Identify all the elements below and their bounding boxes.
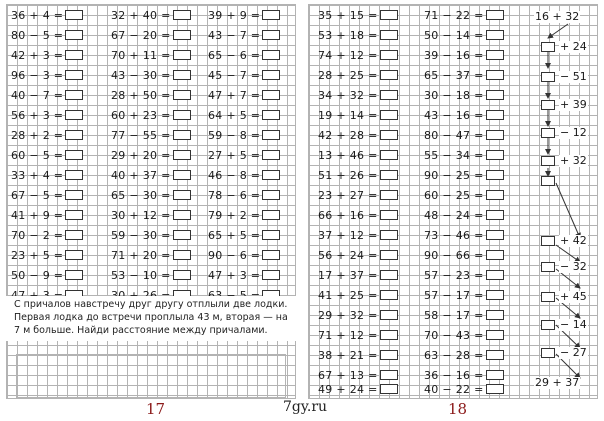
example-expression: 43 − 7 = bbox=[208, 29, 261, 42]
example-expression: 78 − 6 = bbox=[208, 189, 261, 202]
chain-answer-box[interactable] bbox=[541, 128, 555, 138]
example-expression: 47 + 3 = bbox=[208, 269, 261, 282]
example-expression: 39 + 9 = bbox=[208, 9, 261, 22]
example-expression: 40 − 22 = bbox=[424, 383, 484, 396]
example-expression: 65 − 37 = bbox=[424, 69, 484, 82]
example-expression: 65 − 6 = bbox=[208, 49, 261, 62]
example-expression: 90 − 66 = bbox=[424, 249, 484, 262]
example-expression: 28 + 2 = bbox=[11, 129, 64, 142]
example-expression: 70 − 43 = bbox=[424, 329, 484, 342]
chain-operation: + 42 bbox=[560, 234, 587, 247]
example-expression: 48 − 24 = bbox=[424, 209, 484, 222]
example-expression: 60 − 25 = bbox=[424, 189, 484, 202]
example-expression: 71 − 22 = bbox=[424, 9, 484, 22]
example-expression: 96 − 3 = bbox=[11, 69, 64, 82]
example-expression: 50 − 9 = bbox=[11, 269, 64, 282]
chain-operation: + 32 bbox=[560, 154, 587, 167]
example-expression: 65 − 30 = bbox=[111, 189, 171, 202]
example-expression: 47 + 7 = bbox=[208, 89, 261, 102]
example-expression: 71 + 20 = bbox=[111, 249, 171, 262]
chain-answer-box[interactable] bbox=[541, 320, 555, 330]
example-expression: 60 + 23 = bbox=[111, 109, 171, 122]
example-expression: 70 − 2 = bbox=[11, 229, 64, 242]
chain-operation: − 27 bbox=[560, 346, 587, 359]
example-expression: 56 + 24 = bbox=[318, 249, 378, 262]
chain-answer-box[interactable] bbox=[541, 72, 555, 82]
word-problem-text: С причалов навстречу друг другу отплыли две лодки. Первая лодка до встречи проплыла 43 м, вторая — на 7 м больше. Найди расстояние между причалами. bbox=[6, 296, 296, 341]
example-expression: 43 − 16 = bbox=[424, 109, 484, 122]
chain-operation: − 12 bbox=[560, 126, 587, 139]
example-expression: 30 − 18 = bbox=[424, 89, 484, 102]
example-expression: 71 + 12 = bbox=[318, 329, 378, 342]
chain-operation: + 24 bbox=[560, 40, 587, 53]
example-expression: 37 + 12 = bbox=[318, 229, 378, 242]
example-expression: 49 + 24 = bbox=[318, 383, 378, 396]
example-expression: 36 − 16 = bbox=[424, 369, 484, 382]
chain-answer-box[interactable] bbox=[541, 262, 555, 272]
chain-operation: + 39 bbox=[560, 98, 587, 111]
example-expression: 17 + 37 = bbox=[318, 269, 378, 282]
example-expression: 42 + 3 = bbox=[11, 49, 64, 62]
chain-answer-box[interactable] bbox=[541, 156, 555, 166]
example-expression: 57 − 17 = bbox=[424, 289, 484, 302]
example-expression: 36 + 4 = bbox=[11, 9, 64, 22]
chain-arrow bbox=[556, 183, 580, 238]
example-expression: 67 − 20 = bbox=[111, 29, 171, 42]
example-expression: 33 + 4 = bbox=[11, 169, 64, 182]
example-expression: 29 + 20 = bbox=[111, 149, 171, 162]
chain-operation: − 14 bbox=[560, 318, 587, 331]
example-expression: 23 + 5 = bbox=[11, 249, 64, 262]
example-expression: 40 − 7 = bbox=[11, 89, 64, 102]
example-expression: 80 − 47 = bbox=[424, 129, 484, 142]
example-expression: 42 + 28 = bbox=[318, 129, 378, 142]
example-expression: 32 + 40 = bbox=[111, 9, 171, 22]
chain-operation: − 32 bbox=[560, 260, 587, 273]
example-expression: 28 + 50 = bbox=[111, 89, 171, 102]
example-expression: 35 + 15 = bbox=[318, 9, 378, 22]
chain-arrow bbox=[548, 24, 568, 38]
example-expression: 45 − 7 = bbox=[208, 69, 261, 82]
example-expression: 40 + 37 = bbox=[111, 169, 171, 182]
example-expression: 50 − 14 = bbox=[424, 29, 484, 42]
example-expression: 70 + 11 = bbox=[111, 49, 171, 62]
example-expression: 90 − 25 = bbox=[424, 169, 484, 182]
example-expression: 58 − 17 = bbox=[424, 309, 484, 322]
example-expression: 13 + 46 = bbox=[318, 149, 378, 162]
chain-end-expression: 29 + 37 bbox=[535, 376, 580, 389]
page-number-right: 18 bbox=[448, 400, 468, 418]
example-expression: 67 − 5 = bbox=[11, 189, 64, 202]
example-expression: 53 − 10 = bbox=[111, 269, 171, 282]
example-expression: 27 + 5 = bbox=[208, 149, 261, 162]
example-expression: 60 − 5 = bbox=[11, 149, 64, 162]
example-expression: 39 − 16 = bbox=[424, 49, 484, 62]
example-expression: 28 + 25 = bbox=[318, 69, 378, 82]
example-expression: 64 + 5 = bbox=[208, 109, 261, 122]
example-expression: 41 + 9 = bbox=[11, 209, 64, 222]
example-expression: 80 − 5 = bbox=[11, 29, 64, 42]
example-expression: 56 + 3 = bbox=[11, 109, 64, 122]
example-expression: 55 − 34 = bbox=[424, 149, 484, 162]
example-expression: 57 − 23 = bbox=[424, 269, 484, 282]
chain-answer-box[interactable] bbox=[541, 176, 555, 186]
example-expression: 66 + 16 = bbox=[318, 209, 378, 222]
example-expression: 59 − 8 = bbox=[208, 129, 261, 142]
example-expression: 23 + 27 = bbox=[318, 189, 378, 202]
example-expression: 63 − 28 = bbox=[424, 349, 484, 362]
example-expression: 30 + 12 = bbox=[111, 209, 171, 222]
example-expression: 65 + 5 = bbox=[208, 229, 261, 242]
example-expression: 46 − 8 = bbox=[208, 169, 261, 182]
example-expression: 79 + 2 = bbox=[208, 209, 261, 222]
example-expression: 43 − 30 = bbox=[111, 69, 171, 82]
chain-start-expression: 16 + 32 bbox=[535, 10, 580, 23]
chain-answer-box[interactable] bbox=[541, 236, 555, 246]
example-expression: 41 + 25 = bbox=[318, 289, 378, 302]
site-watermark: 7gy.ru bbox=[283, 399, 328, 415]
page-number-left: 17 bbox=[146, 400, 166, 418]
chain-answer-box[interactable] bbox=[541, 42, 555, 52]
example-expression: 90 − 6 = bbox=[208, 249, 261, 262]
example-expression: 19 + 14 = bbox=[318, 109, 378, 122]
example-expression: 38 + 21 = bbox=[318, 349, 378, 362]
chain-answer-box[interactable] bbox=[541, 292, 555, 302]
example-expression: 29 + 32 = bbox=[318, 309, 378, 322]
example-expression: 73 − 46 = bbox=[424, 229, 484, 242]
example-expression: 34 + 32 = bbox=[318, 89, 378, 102]
example-expression: 67 + 13 = bbox=[318, 369, 378, 382]
chain-answer-box[interactable] bbox=[541, 100, 555, 110]
example-expression: 77 − 55 = bbox=[111, 129, 171, 142]
example-expression: 59 − 30 = bbox=[111, 229, 171, 242]
chain-answer-box[interactable] bbox=[541, 348, 555, 358]
example-expression: 51 + 26 = bbox=[318, 169, 378, 182]
example-expression: 74 + 12 = bbox=[318, 49, 378, 62]
chain-operation: + 45 bbox=[560, 290, 587, 303]
chain-operation: − 51 bbox=[560, 70, 587, 83]
example-expression: 53 + 18 = bbox=[318, 29, 378, 42]
